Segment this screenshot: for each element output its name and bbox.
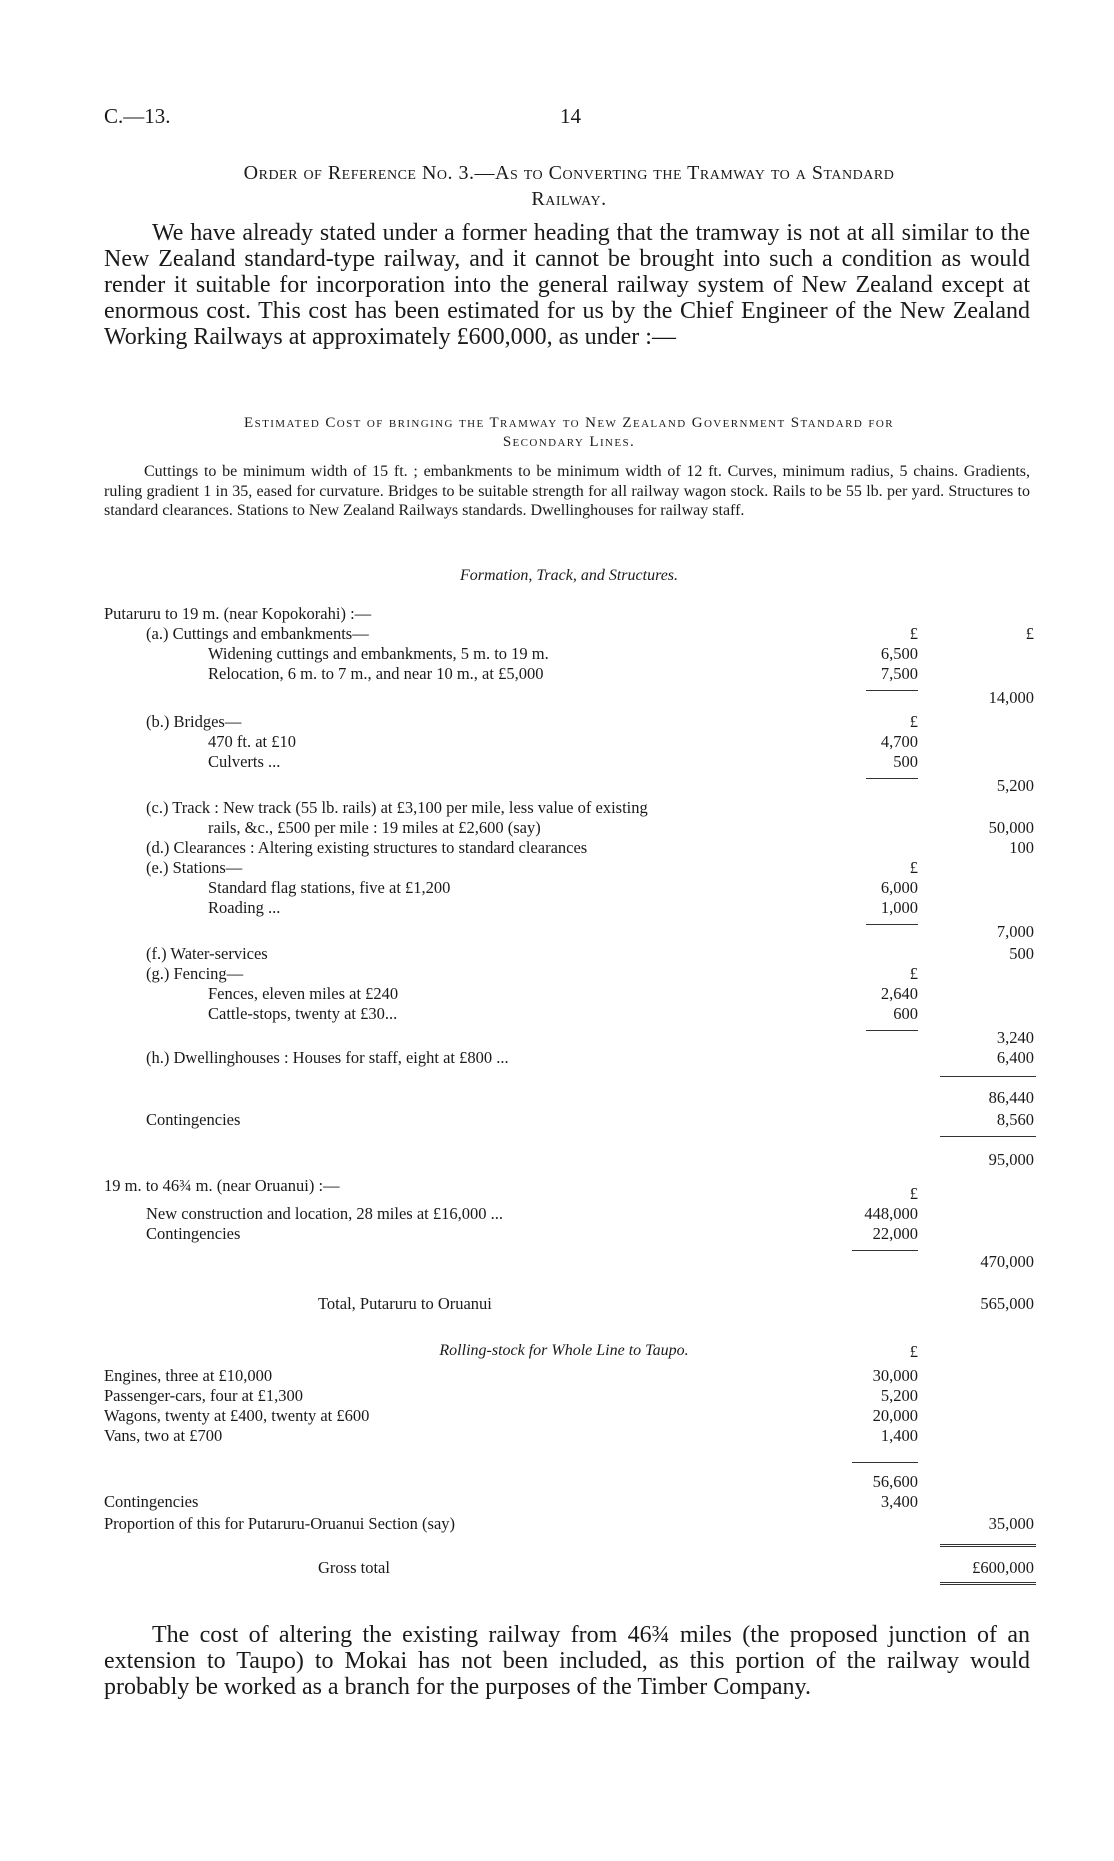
section2-total-row [0, 1252, 1114, 1272]
f-total: 500 [1009, 944, 1034, 963]
a-label-row [0, 624, 1114, 644]
d-row [0, 838, 1114, 858]
g-label-row [0, 964, 1114, 984]
a-item-amount: 7,500 [880, 664, 918, 683]
gross-total-row [0, 1558, 1114, 1578]
section2-currency: £ [909, 1184, 918, 1203]
order-title-line-1: Order of Reference No. 3.—As to Converting the Tramway to a Standard [243, 162, 895, 184]
order-title-line-2: Railway. [531, 188, 607, 210]
rolling-stock-contingencies: 3,400 [880, 1492, 918, 1511]
c-row-1 [0, 798, 1114, 818]
section2-heading: 19 m. to 46¾ m. (near Oruanui) :— [104, 1176, 340, 1195]
c-total: 50,000 [988, 818, 1034, 837]
total-amount: 565,000 [980, 1294, 1034, 1313]
rolling-stock-currency-row [0, 1342, 1114, 1362]
rolling-stock-contingencies-row [0, 1492, 1114, 1512]
rolling-stock-heading: Rolling-stock for Whole Line to Taupo. [439, 1342, 689, 1359]
b-item-amount: 500 [893, 752, 918, 771]
a-item-label: Widening cuttings and embankments, 5 m. to 19 m. [208, 644, 549, 663]
e-total-row [0, 922, 1114, 942]
gross-total-amount: £600,000 [972, 1558, 1034, 1577]
gross-total-label: Gross total [318, 1558, 390, 1577]
g-total-row [0, 1028, 1114, 1048]
h-label: (h.) Dwellinghouses : Houses for staff, eight at £800 ... [146, 1048, 509, 1067]
e-item-label: Standard flag stations, five at £1,200 [208, 878, 451, 897]
section2-total: 470,000 [980, 1252, 1034, 1271]
c-line-1: (c.) Track : New track (55 lb. rails) at £3,100 per mile, less value of existing [146, 798, 648, 817]
specification-paragraph: Cuttings to be minimum width of 15 ft. ; embankments to be minimum width of 12 ft. Curves, minimum radius, 5 chains. Gradients, ruling gradient 1 in 35, eased for curvature. Bridges to be suitable strength for all railway wagon stock. Rails to be 55 lb. per yard. Structures to standard clearances. Stations to New Zealand Railways standards. Dwellinghouses for railway staff. [104, 463, 1030, 519]
g-total: 3,240 [996, 1028, 1034, 1047]
rolling-stock-item-label: Wagons, twenty at £400, twenty at £600 [104, 1406, 370, 1425]
b-label: (b.) Bridges— [146, 712, 242, 731]
section1-heading-row [0, 604, 1114, 624]
b-label-row [0, 712, 1114, 732]
table-row [0, 878, 1114, 898]
g-item-label: Cattle-stops, twenty at £30... [208, 1004, 398, 1023]
table-row [0, 732, 1114, 752]
b-item-label: Culverts ... [208, 752, 281, 771]
formation-heading: Formation, Track, and Structures. [459, 567, 679, 584]
document-reference: C.—13. [104, 104, 171, 128]
e-label: (e.) Stations— [146, 858, 243, 877]
b-currency: £ [909, 712, 918, 731]
a-item-label: Relocation, 6 m. to 7 m., and near 10 m., at £5,000 [208, 664, 544, 683]
g-label: (g.) Fencing— [146, 964, 244, 983]
section1-subtotal-row [0, 1088, 1114, 1108]
estimate-title-line-2: Secondary Lines. [502, 434, 636, 450]
f-label: (f.) Water-services [146, 944, 268, 963]
proportion-amount: 35,000 [988, 1514, 1034, 1533]
h-row [0, 1048, 1114, 1068]
total-double-rule [940, 1544, 1036, 1547]
table-row [0, 1366, 1114, 1386]
b-total-row [0, 776, 1114, 796]
total-row [0, 1294, 1114, 1314]
table-row [0, 1204, 1114, 1224]
rolling-stock-item-amount: 1,400 [880, 1426, 918, 1445]
subtotal-rule [852, 1462, 918, 1463]
f-row [0, 944, 1114, 964]
table-row [0, 898, 1114, 918]
g-currency: £ [909, 964, 918, 983]
subtotal-rule [940, 1136, 1036, 1137]
rolling-stock-item-amount: 5,200 [880, 1386, 918, 1405]
a-total: 14,000 [988, 688, 1034, 707]
e-item-label: Roading ... [208, 898, 281, 917]
table-row [0, 1426, 1114, 1446]
subtotal-rule [852, 1250, 918, 1251]
e-total: 7,000 [996, 922, 1034, 941]
estimate-title-line-1: Estimated Cost of bringing the Tramway to New Zealand Government Standard for [244, 415, 894, 431]
g-item-amount: 600 [893, 1004, 918, 1023]
page-number: 14 [560, 104, 581, 128]
a-item-amount: 6,500 [880, 644, 918, 663]
c-line-2: rails, &c., £500 per mile : 19 miles at £2,600 (say) [208, 818, 541, 837]
section2-item-label: New construction and location, 28 miles at £16,000 ... [146, 1204, 503, 1223]
section2-currency-row [0, 1184, 1114, 1204]
e-item-amount: 6,000 [880, 878, 918, 897]
g-item-label: Fences, eleven miles at £240 [208, 984, 399, 1003]
rolling-stock-item-label: Vans, two at £700 [104, 1426, 223, 1445]
section1-contingencies-row [0, 1110, 1114, 1130]
section1-total: 95,000 [988, 1150, 1034, 1169]
b-total: 5,200 [996, 776, 1034, 795]
b-item-amount: 4,700 [880, 732, 918, 751]
rolling-stock-contingencies-label: Contingencies [104, 1492, 199, 1511]
table-row [0, 984, 1114, 1004]
table-row [0, 644, 1114, 664]
rolling-stock-item-label: Engines, three at £10,000 [104, 1366, 273, 1385]
g-item-amount: 2,640 [880, 984, 918, 1003]
table-row [0, 664, 1114, 684]
section1-contingencies-label: Contingencies [146, 1110, 241, 1129]
total-double-rule [940, 1582, 1036, 1585]
rolling-stock-item-label: Passenger-cars, four at £1,300 [104, 1386, 303, 1405]
table-row [0, 1406, 1114, 1426]
a-label: (a.) Cuttings and embankments— [146, 624, 369, 643]
closing-paragraph [104, 1622, 1030, 1700]
proportion-label: Proportion of this for Putaruru-Oruanui Section (say) [104, 1514, 456, 1533]
intro-paragraph [104, 220, 1030, 350]
a-total-row [0, 688, 1114, 708]
closing-paragraph-text: The cost of altering the existing railway from 46¾ miles (the proposed junction of an extension to Taupo) to Mokai has not been included, as this portion of the railway would probably be worked as a branch for the purposes of the Timber Company. [104, 1622, 1030, 1700]
d-total: 100 [1009, 838, 1034, 857]
rolling-stock-item-amount: 20,000 [872, 1406, 918, 1425]
e-item-amount: 1,000 [880, 898, 918, 917]
table-row [0, 752, 1114, 772]
rolling-stock-subtotal: 56,600 [872, 1472, 918, 1491]
rolling-stock-subtotal-row [0, 1472, 1114, 1492]
table-row [0, 1004, 1114, 1024]
currency-col2: £ [1025, 624, 1034, 643]
section1-subtotal: 86,440 [988, 1088, 1034, 1107]
section2-item-amount: 22,000 [872, 1224, 918, 1243]
table-row [0, 1224, 1114, 1244]
rolling-stock-item-amount: 30,000 [872, 1366, 918, 1385]
rolling-stock-currency: £ [909, 1342, 918, 1361]
e-label-row [0, 858, 1114, 878]
subtotal-rule [940, 1076, 1036, 1077]
table-row [0, 1386, 1114, 1406]
section2-item-amount: 448,000 [864, 1204, 918, 1223]
section1-total-row [0, 1150, 1114, 1170]
h-total: 6,400 [996, 1048, 1034, 1067]
e-currency: £ [909, 858, 918, 877]
d-label: (d.) Clearances : Altering existing structures to standard clearances [146, 838, 588, 857]
proportion-row [0, 1514, 1114, 1534]
total-label: Total, Putaruru to Oruanui [318, 1294, 492, 1313]
section1-contingencies: 8,560 [996, 1110, 1034, 1129]
currency-col1: £ [909, 624, 918, 643]
b-item-label: 470 ft. at £10 [208, 732, 296, 751]
section2-item-label: Contingencies [146, 1224, 241, 1243]
intro-paragraph-text: We have already stated under a former heading that the tramway is not at all similar to the New Zealand standard-type railway, and it cannot be brought into such a condition as would render it suitable for incorporation into the general railway system of New Zealand except at enormous cost. This cost has been estimated for us by the Chief Engineer of the New Zealand Working Railways at approximately £600,000, as under :— [104, 220, 1030, 350]
section1-heading: Putaruru to 19 m. (near Kopokorahi) :— [104, 604, 372, 623]
c-row-2 [0, 818, 1114, 838]
